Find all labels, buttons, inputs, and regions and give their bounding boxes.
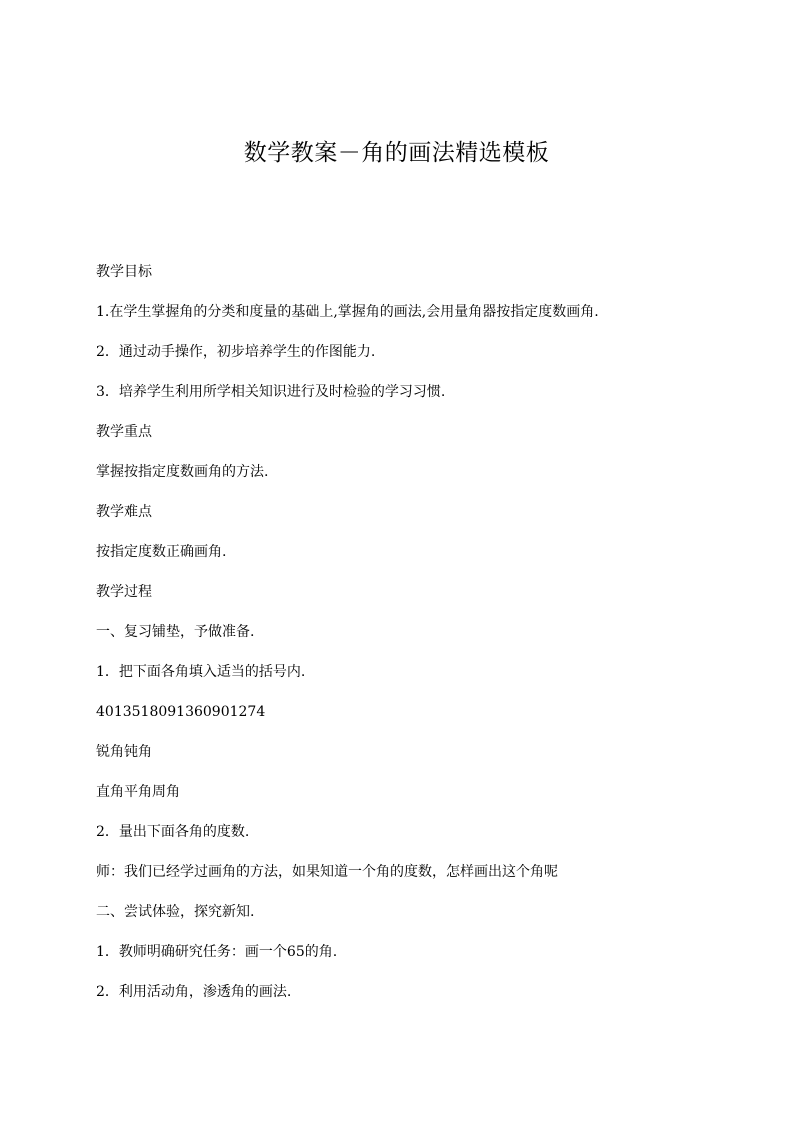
paragraph-line: 2．量出下面各角的度数. bbox=[96, 824, 250, 840]
paragraph-line: 锐角钝角 bbox=[96, 744, 152, 760]
paragraph-line: 一、复习铺垫，予做准备. bbox=[96, 624, 255, 640]
paragraph-line: 直角平角周角 bbox=[96, 784, 180, 800]
paragraph-line: 1．把下面各角填入适当的括号内. bbox=[96, 664, 306, 680]
paragraph-line: 二、尝试体验，探究新知. bbox=[96, 904, 255, 920]
paragraph-line: 掌握按指定度数画角的方法. bbox=[96, 464, 269, 480]
paragraph-line: 3．培养学生利用所学相关知识进行及时检验的学习习惯. bbox=[96, 384, 446, 400]
heading-difficulties: 教学难点 bbox=[96, 504, 152, 520]
paragraph-line: 4013518091360901274 bbox=[96, 704, 266, 720]
heading-teaching-goals: 教学目标 bbox=[96, 264, 152, 280]
paragraph-line: 1．教师明确研究任务：画一个65的角. bbox=[96, 944, 338, 960]
paragraph-line: 2．利用活动角，渗透角的画法. bbox=[96, 984, 292, 1000]
heading-key-points: 教学重点 bbox=[96, 424, 152, 440]
heading-teaching-process: 教学过程 bbox=[96, 584, 152, 600]
paragraph-line: 师：我们已经学过画角的方法，如果知道一个角的度数，怎样画出这个角呢 bbox=[96, 864, 558, 880]
paragraph-line: 1.在学生掌握角的分类和度量的基础上,掌握角的画法,会用量角器按指定度数画角. bbox=[96, 304, 599, 320]
document-title: 数学教案－角的画法精选模板 bbox=[243, 140, 550, 166]
document-body bbox=[96, 260, 706, 1020]
paragraph-line: 2．通过动手操作，初步培养学生的作图能力. bbox=[96, 344, 376, 360]
paragraph-line: 按指定度数正确画角. bbox=[96, 544, 227, 560]
